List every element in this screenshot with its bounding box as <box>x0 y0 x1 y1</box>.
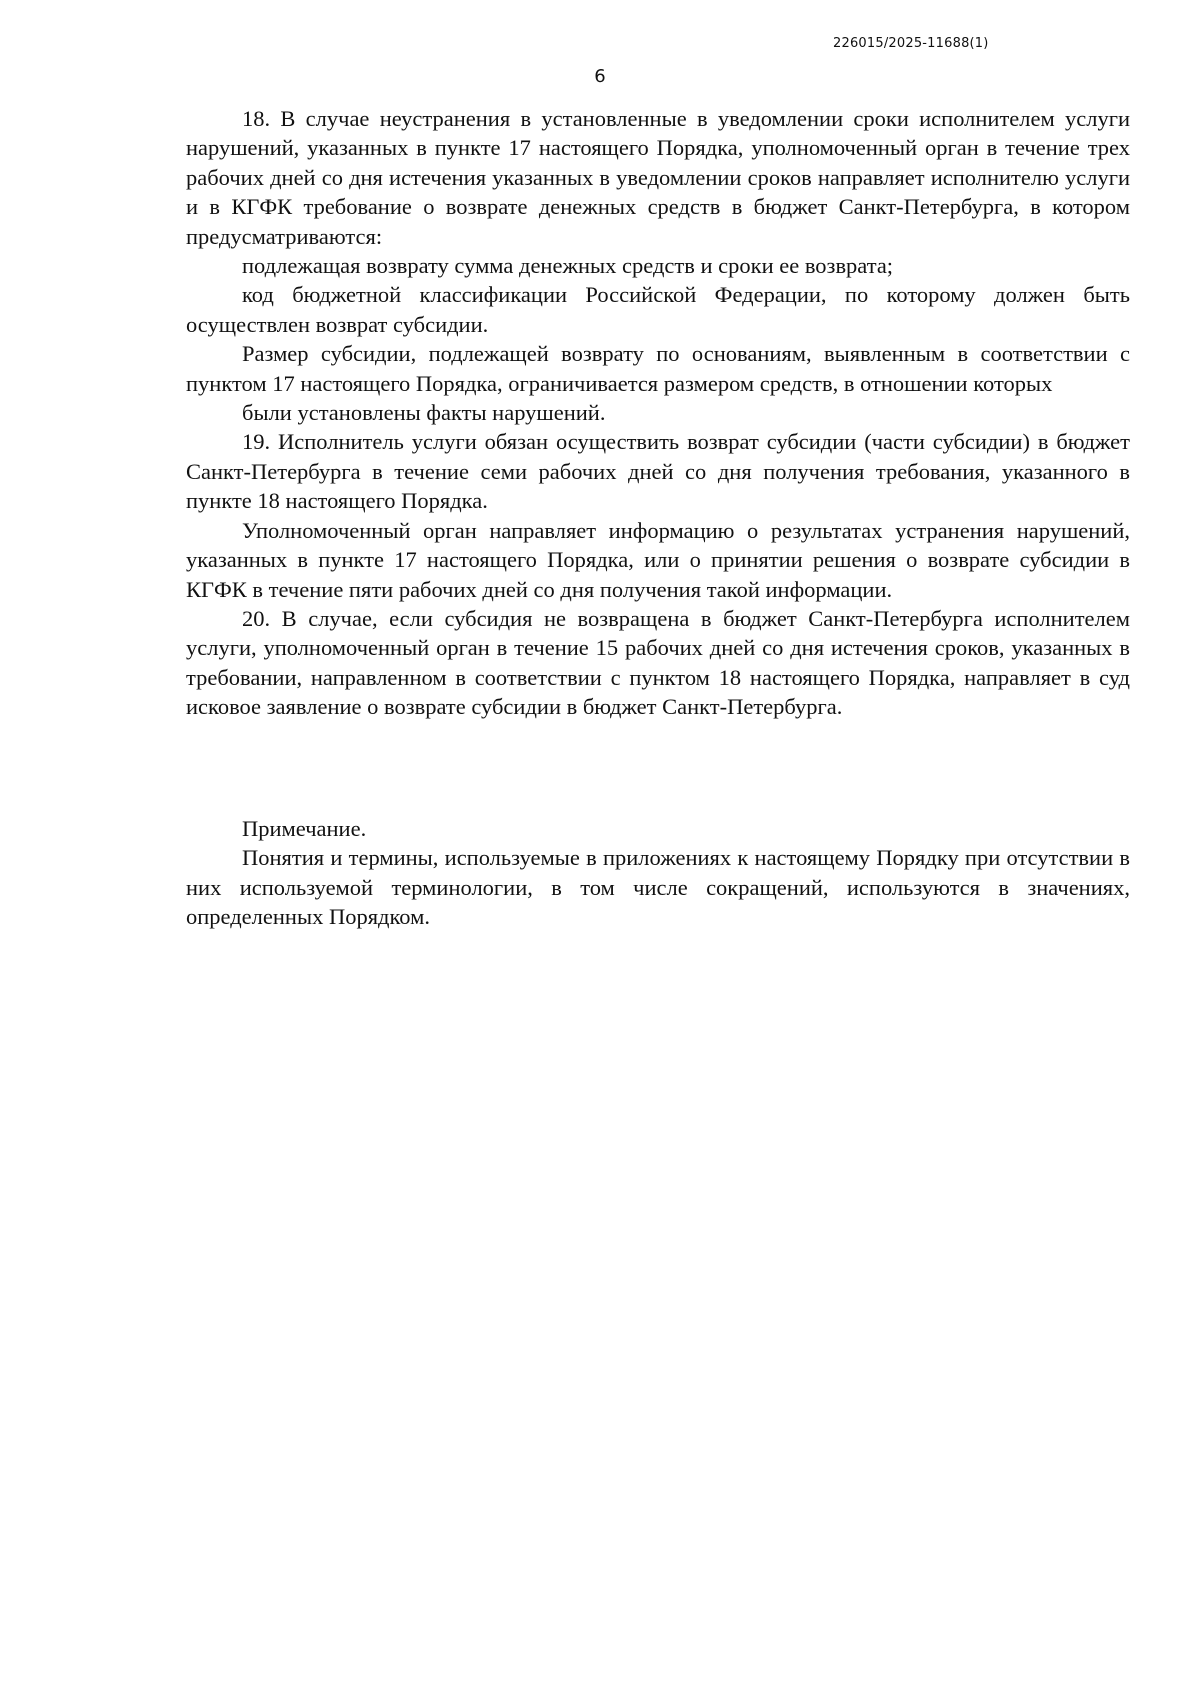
document-registration-number: 226015/2025-11688(1) <box>833 36 989 51</box>
page-number: 6 <box>594 66 606 87</box>
paragraph-20: 20. В случае, если субсидия не возвращена в бюджет Санкт-Петербурга исполнителем услуги, уполномоченный орган в течение 15 рабочих дней со дня истечения сроков, указанных в требовании, направленном в соответствии с пунктом 18 настоящего Порядка, направляет в суд исковое заявление о возврате субсидии в бюджет Санкт-Петербурга. <box>186 605 1130 720</box>
paragraph-return-amount: подлежащая возврату сумма денежных средств и сроки ее возврата; <box>242 253 894 279</box>
note-section <box>186 814 1130 932</box>
note-heading: Примечание. <box>242 816 367 841</box>
paragraph-19: 19. Исполнитель услуги обязан осуществить возврат субсидии (части субсидии) в бюджет Санкт-Петербурга в течение семи рабочих дней со дня получения требования, указанного в пункте 18 настоящего Порядка. <box>186 429 1130 514</box>
paragraph-subsidy-size: Размер субсидии, подлежащей возврату по основаниям, выявленным в соответствии с пунктом 17 настоящего Порядка, ограничивается размером средств, в отношении которых <box>186 341 1130 396</box>
document-body <box>186 104 1130 722</box>
paragraph-budget-code: код бюджетной классификации Российской Федерации, по которому должен быть осуществлен возврат субсидии. <box>186 282 1130 337</box>
paragraph-authority-info: Уполномоченный орган направляет информацию о результатах устранения нарушений, указанных в пункте 17 настоящего Порядка, или о принятии решения о возврате субсидии в КГФК в течение пяти рабочих дней со дня получения такой информации. <box>186 517 1130 602</box>
note-text: Понятия и термины, используемые в приложениях к настоящему Порядку при отсутствии в них используемой терминологии, в том числе сокращений, используются в значениях, определенных Порядком. <box>186 845 1130 930</box>
paragraph-18: 18. В случае неустранения в установленные в уведомлении сроки исполнителем услуги нарушений, указанных в пункте 17 настоящего Порядка, уполномоченный орган в течение трех рабочих дней со дня истечения указанных в уведомлении сроков направляет исполнителю услуги и в КГФК требование о возврате денежных средств в бюджет Санкт-Петербурга, в котором предусматриваются: <box>186 106 1130 249</box>
paragraph-subsidy-size-continued: были установлены факты нарушений. <box>242 400 606 426</box>
